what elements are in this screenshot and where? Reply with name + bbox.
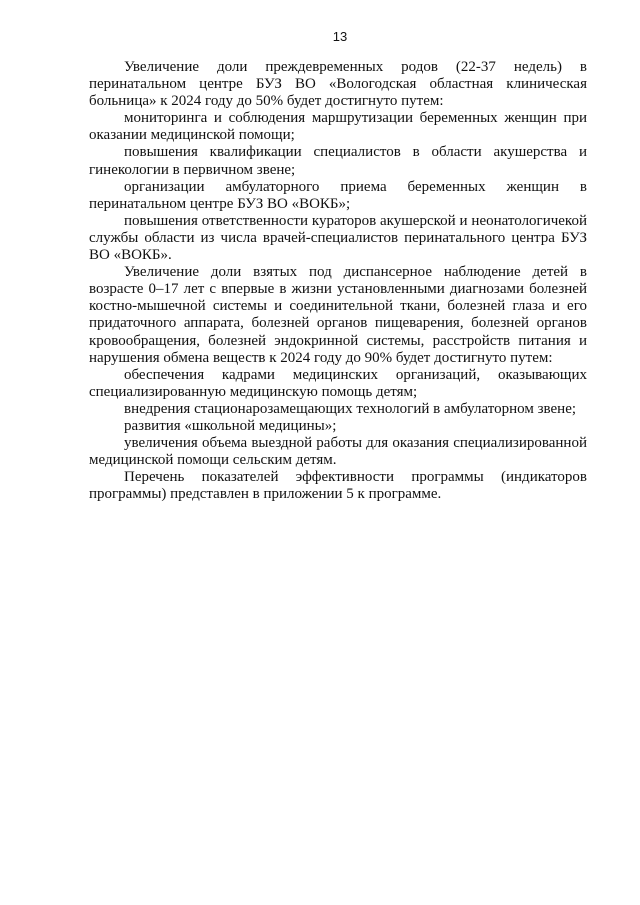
document-body (89, 59, 587, 503)
page-number: 13 (332, 29, 348, 44)
paragraph-routing-monitoring: мониторинга и соблюдения маршрутизации беременных женщин при оказании медицинской помощи; (89, 110, 587, 144)
paragraph-school-medicine: развития «школьной медицины»; (124, 417, 337, 434)
paragraph-premature-births-goal: Увеличение доли преждевременных родов (22-37 недель) в перинатальном центре БУЗ ВО «Вологодская областная клиническая больница» к 2024 году до 50% будет достигнуто путем: (89, 59, 587, 110)
paragraph-qualification: повышения квалификации специалистов в области акушерства и гинекологии в первичном звене; (89, 144, 587, 178)
paragraph-ambulatory-reception: организации амбулаторного приема беременных женщин в перинатальном центре БУЗ ВО «ВОКБ»; (89, 178, 587, 212)
paragraph-dispensary-goal: Увеличение доли взятых под диспансерное наблюдение детей в возрасте 0–17 лет с впервые в жизни установленными диагнозами болезней костно-мышечной системы и соединительной ткани, болезней глаза и его придаточного аппарата, болезней органов пищеварения, болезней органов кровообращения, болезней эндокринной системы, расстройств питания и нарушения обмена веществ к 2024 году до 90% будет достигнуто путем: (89, 264, 587, 366)
paragraph-staffing: обеспечения кадрами медицинских организаций, оказывающих специализированную медицинскую помощь детям; (89, 366, 587, 400)
paragraph-hospital-replacing-tech: внедрения стационарозамещающих технологий в амбулаторном звене; (124, 400, 577, 417)
paragraph-curators-responsibility: повышения ответственности кураторов акушерской и неонатологичекой службы области из числа врачей-специалистов перинатального центра БУЗ ВО «ВОКБ». (89, 212, 587, 264)
paragraph-outreach-work: увеличения объема выездной работы для оказания специализированной медицинской помощи сельским детям. (89, 435, 587, 469)
paragraph-indicators-reference: Перечень показателей эффективности программы (индикаторов программы) представлен в приложении 5 к программе. (89, 469, 587, 503)
